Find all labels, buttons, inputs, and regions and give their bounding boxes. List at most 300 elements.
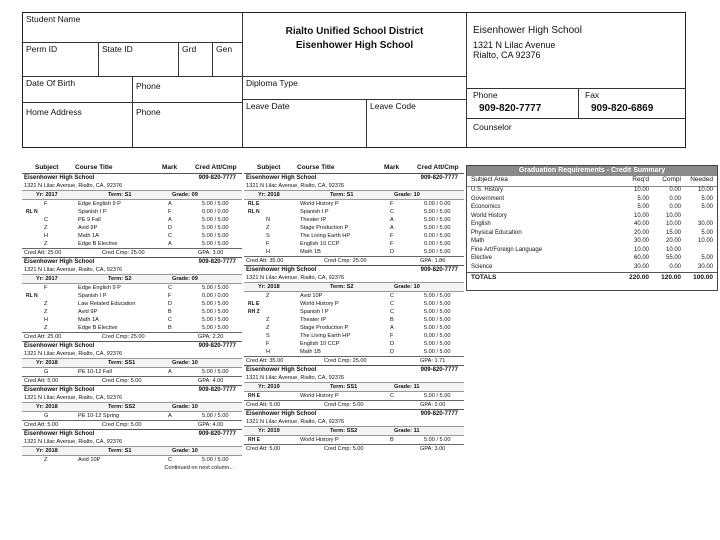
total-needed: 100.00 <box>693 274 713 281</box>
term-gpa: GPA: 4.00 <box>198 378 224 384</box>
fax-title: Fax <box>585 90 600 100</box>
course-mark: F <box>390 333 394 339</box>
course-flag: RH E <box>248 393 260 399</box>
req-required: 30.00 <box>633 238 649 244</box>
col-subject: Subject <box>35 164 59 171</box>
req-subject-area: Fine Art/Foreign Language <box>471 246 543 253</box>
course-title: Theater IP <box>300 317 327 323</box>
course-credits: 5.00 / 5.00 <box>202 413 229 419</box>
course-title: Edge B Elective <box>78 241 118 247</box>
course-subject: F <box>266 341 270 347</box>
school-phone: 909-820-7777 <box>198 343 236 349</box>
course-credits: 5.00 / 5.00 <box>202 217 229 223</box>
term-gpa: GPA: 4.00 <box>198 422 224 428</box>
term-name: Term: SS1 <box>108 360 136 366</box>
course-mark: F <box>168 293 172 299</box>
course-credits: 5.00 / 5.00 <box>202 317 229 323</box>
course-credits: 5.00 / 5.00 <box>424 225 451 231</box>
term-gpa: GPA: 1.86 <box>420 258 446 264</box>
term-line <box>22 358 242 368</box>
course-subject: H <box>44 233 49 239</box>
term-credit-summary <box>22 248 242 257</box>
term-year: Yr: 2018 <box>36 448 58 454</box>
phone-title: Phone <box>473 90 498 100</box>
req-completed: 10.00 <box>665 212 681 219</box>
left-transcript-column <box>22 173 242 472</box>
course-mark: C <box>390 309 395 315</box>
req-completed: 0.00 <box>669 263 681 270</box>
req-subject-area: Elective <box>471 255 493 261</box>
course-mark: A <box>168 201 172 207</box>
course-credits: 5.00 / 5.00 <box>202 225 229 231</box>
req-col-reqd: Req'd <box>632 176 649 183</box>
course-flag: RL N <box>248 209 260 215</box>
course-title: Edge English 9 P <box>78 201 121 207</box>
course-row <box>22 300 242 308</box>
school-phone: 909-820-7777 <box>198 431 236 437</box>
course-title: World History P <box>300 437 339 443</box>
school-address: 1321 N Lilac Avenue, Rialto, CA, 92376 <box>246 183 345 189</box>
phone-value: 909-820-7777 <box>479 103 542 114</box>
credits-attempted: Cred Att: 5.00 <box>246 446 281 452</box>
fax-value: 909-820-6869 <box>591 103 654 114</box>
course-credits: 5.00 / 5.00 <box>424 393 451 399</box>
course-subject: C <box>44 217 49 223</box>
term-grade: Grade: 10 <box>394 284 420 290</box>
term-grade: Grade: 10 <box>172 360 198 366</box>
student-name-label: Student Name <box>26 14 81 24</box>
requirement-row <box>467 204 717 213</box>
term-credit-summary <box>22 376 242 385</box>
requirement-row <box>467 238 717 247</box>
requirement-row <box>467 255 717 264</box>
course-title: English 10 CCP <box>300 341 340 347</box>
course-subject: H <box>266 249 271 255</box>
phone2-cell <box>133 103 243 147</box>
course-subject: Z <box>44 325 48 331</box>
school-phone: 909-820-7777 <box>420 367 458 373</box>
course-row <box>244 300 464 308</box>
course-row <box>244 208 464 216</box>
req-subject-area: Math <box>471 238 485 244</box>
course-credits: 5.00 / 5.00 <box>424 301 451 307</box>
course-title: Math 1A <box>78 317 99 323</box>
course-credits: 5.00 / 5.00 <box>202 301 229 307</box>
course-subject: Z <box>266 225 270 231</box>
term-gpa: GPA: 3.00 <box>198 250 224 256</box>
course-title: Stage Production P <box>300 225 349 231</box>
school-address: 1321 N Lilac Avenue, Rialto, CA, 92376 <box>24 351 123 357</box>
course-row <box>244 348 464 356</box>
credits-completed: Cred Cmp: 25.00 <box>324 258 367 264</box>
term-year: Yr: 2017 <box>36 276 58 282</box>
fax-info-cell <box>579 89 685 119</box>
term-year: Yr: 2018 <box>36 360 58 366</box>
req-subject-area: English <box>471 221 491 227</box>
course-title: World History P <box>300 301 339 307</box>
course-mark: B <box>390 437 394 443</box>
req-needed: 10.00 <box>697 187 713 193</box>
grd-cell <box>179 43 213 77</box>
course-subject: Z <box>266 317 270 323</box>
term-grade: Grade: 10 <box>394 192 420 198</box>
course-credits: 5.00 / 5.00 <box>424 209 451 215</box>
course-row <box>244 332 464 340</box>
term-credit-summary <box>22 420 242 429</box>
course-row <box>22 316 242 324</box>
student-name-cell <box>23 13 243 43</box>
course-credits: 5.00 / 5.00 <box>424 317 451 323</box>
student-info-header <box>22 12 686 148</box>
course-title: Edge B Elective <box>78 325 118 331</box>
school-line <box>244 265 464 274</box>
perm-id-cell <box>23 43 99 77</box>
col-course-title: Course Title <box>297 164 335 171</box>
course-title: World History P <box>300 393 339 399</box>
course-row <box>22 200 242 208</box>
course-credits: 5.00 / 5.00 <box>424 217 451 223</box>
course-row <box>22 412 242 420</box>
credits-completed: Cred Cmp: 25.00 <box>102 250 145 256</box>
school-name: Eisenhower High School <box>246 175 317 181</box>
school-phone: 909-820-7777 <box>420 411 458 417</box>
course-credits: 0.00 / 5.00 <box>424 241 451 247</box>
school-address: 1321 N Lilac Avenue, Rialto, CA, 92376 <box>24 267 123 273</box>
term-year: Yr: 2018 <box>36 404 58 410</box>
course-row <box>244 316 464 324</box>
course-row <box>244 392 464 400</box>
req-completed: 20.00 <box>665 238 681 244</box>
school-name: Eisenhower High School <box>246 411 317 417</box>
course-credits: 5.00 / 5.00 <box>424 437 451 443</box>
course-subject: N <box>266 217 271 223</box>
course-title: Avid 10P <box>78 457 101 463</box>
term-line <box>22 402 242 412</box>
leave-date-label: Leave Date <box>246 101 290 111</box>
course-title: Avid 10P <box>300 293 323 299</box>
req-needed: 5.00 <box>701 229 713 236</box>
course-mark: D <box>390 249 395 255</box>
course-mark: C <box>168 285 173 291</box>
course-subject: H <box>266 349 271 355</box>
school-name: Eisenhower High School <box>24 431 95 437</box>
course-title: English 10 CCP <box>300 241 340 247</box>
term-year: Yr: 2019 <box>258 384 280 390</box>
requirement-row <box>467 196 717 205</box>
course-subject: Z <box>44 457 48 463</box>
school-address: 1321 N Lilac Avenue, Rialto, CA, 92376 <box>24 395 123 401</box>
req-subject-area: U.S. History <box>471 187 504 193</box>
course-mark: C <box>168 457 173 463</box>
school-name: Eisenhower High School <box>295 40 414 51</box>
term-gpa: GPA: 3.00 <box>420 446 446 452</box>
term-name: Term: SS2 <box>108 404 136 410</box>
term-year: Yr: 2018 <box>258 192 280 198</box>
school-phone: 909-820-7777 <box>198 387 236 393</box>
course-subject: G <box>44 413 49 419</box>
course-title: PE 9 Fall <box>78 217 101 223</box>
credits-attempted: Cred Att: 5.00 <box>246 402 281 408</box>
term-block <box>22 341 242 385</box>
school-phone: 909-820-7777 <box>198 175 236 181</box>
course-row <box>244 308 464 316</box>
course-mark: A <box>168 369 172 375</box>
phone-label: Phone <box>136 81 161 91</box>
course-subject: Z <box>266 325 270 331</box>
course-row <box>22 456 242 464</box>
course-subject: Z <box>44 309 48 315</box>
course-title: Math 1A <box>78 233 99 239</box>
req-needed: 5.00 <box>701 255 713 261</box>
course-row <box>22 308 242 316</box>
credits-completed: Cred Cmp: 5.00 <box>102 378 142 384</box>
term-name: Term: SS2 <box>330 428 358 434</box>
course-row <box>244 200 464 208</box>
course-title: World History P <box>300 201 339 207</box>
perm-id-label: Perm ID <box>26 44 58 54</box>
school-address: 1321 N Lilac Avenue, Rialto, CA, 92376 <box>246 275 345 281</box>
course-row <box>22 240 242 248</box>
term-block <box>22 173 242 257</box>
school-name: Eisenhower High School <box>246 367 317 373</box>
credits-completed: Cred Cmp: 5.00 <box>102 422 142 428</box>
course-row <box>22 292 242 300</box>
course-title: The Living Earth HP <box>300 333 351 339</box>
course-title: Stage Production P <box>300 325 349 331</box>
school-info-cell <box>467 13 685 89</box>
course-credits: 5.00 / 5.00 <box>202 285 229 291</box>
gen-label: Gen <box>216 44 233 54</box>
course-title: Avid 9P <box>78 225 98 231</box>
req-col-needed: Needed <box>690 176 713 183</box>
term-line <box>22 190 242 200</box>
course-mark: F <box>390 201 394 207</box>
requirement-row <box>467 213 717 222</box>
course-flag: RL E <box>248 301 260 307</box>
course-credits: 5.00 / 5.00 <box>424 293 451 299</box>
phone-info-cell <box>467 89 579 119</box>
term-line <box>244 426 464 436</box>
requirement-row <box>467 264 717 273</box>
term-gpa: GPA: 1.71 <box>420 358 446 364</box>
course-row <box>244 232 464 240</box>
school-line <box>22 257 242 266</box>
course-row <box>22 324 242 332</box>
course-title: Law Related Education <box>78 301 136 307</box>
requirement-row <box>467 230 717 239</box>
req-needed: 30.00 <box>697 221 713 227</box>
term-block <box>244 365 464 409</box>
course-credits: 0.00 / 5.00 <box>424 233 451 239</box>
req-completed: 10.00 <box>665 221 681 227</box>
state-id-label: State ID <box>102 44 133 54</box>
dob-cell <box>23 77 133 103</box>
credits-attempted: Cred Att: 5.00 <box>24 378 59 384</box>
course-row <box>244 248 464 256</box>
course-credits: 5.00 / 5.00 <box>202 457 229 463</box>
course-mark: D <box>390 349 395 355</box>
course-mark: A <box>390 325 394 331</box>
term-credit-summary <box>244 444 464 453</box>
school-line <box>244 365 464 374</box>
school-address: 1321 N Lilac Avenue, Rialto, CA, 92376 <box>24 183 123 189</box>
course-subject: F <box>266 241 270 247</box>
term-year: Yr: 2018 <box>258 284 280 290</box>
req-required: 40.00 <box>633 221 649 227</box>
req-completed: 55.00 <box>665 255 681 261</box>
term-grade: Grade: 09 <box>172 276 198 282</box>
course-credits: 5.00 / 5.00 <box>202 201 229 207</box>
course-credits: 5.00 / 5.00 <box>202 233 229 239</box>
totals-label: TOTALS <box>471 274 497 281</box>
course-mark: A <box>390 217 394 223</box>
req-col-subject: Subject Area <box>471 176 508 183</box>
state-id-cell <box>99 43 179 77</box>
course-credits: 0.00 / 0.00 <box>202 293 229 299</box>
course-mark: B <box>168 325 172 331</box>
term-block <box>22 257 242 341</box>
course-title: Edge English 9 P <box>78 285 121 291</box>
leave-code-cell <box>367 100 467 147</box>
course-row <box>244 340 464 348</box>
leave-code-label: Leave Code <box>370 101 416 111</box>
course-mark: B <box>390 317 394 323</box>
requirements-rows <box>467 187 717 272</box>
district-name: Rialto Unified School District <box>285 26 424 37</box>
term-grade: Grade: 11 <box>394 384 420 390</box>
course-subject: S <box>266 233 270 239</box>
course-mark: B <box>168 309 172 315</box>
gen-cell <box>213 43 243 77</box>
req-completed: 0.00 <box>669 204 681 210</box>
course-row <box>244 324 464 332</box>
course-row <box>244 240 464 248</box>
course-credits: 0.00 / 0.00 <box>202 209 229 215</box>
credits-completed: Cred Cmp: 25.00 <box>324 358 367 364</box>
phone2-label: Phone <box>136 107 161 117</box>
course-title: Theater IP <box>300 217 327 223</box>
term-line <box>22 446 242 456</box>
course-credits: 5.00 / 5.00 <box>202 241 229 247</box>
term-grade: Grade: 10 <box>172 448 198 454</box>
req-needed: 30.00 <box>697 263 713 270</box>
course-flag: RL E <box>248 201 260 207</box>
course-row <box>244 436 464 444</box>
requirement-row <box>467 221 717 230</box>
req-required: 60.00 <box>633 255 649 261</box>
school-name: Eisenhower High School <box>246 267 317 273</box>
term-block <box>22 385 242 429</box>
req-col-compl: Compl <box>662 176 681 183</box>
school-address: 1321 N Lilac Avenue, Rialto, CA, 92376 <box>246 419 345 425</box>
school-name: Eisenhower High School <box>24 259 95 265</box>
requirements-title: Graduation Requirements - Credit Summary <box>467 166 717 176</box>
term-line <box>244 382 464 392</box>
term-grade: Grade: 09 <box>172 192 198 198</box>
term-name: Term: S1 <box>108 448 132 454</box>
col-subject: Subject <box>257 164 281 171</box>
col-mark: Mark <box>162 164 178 171</box>
district-cell <box>243 13 467 77</box>
course-mark: A <box>168 217 172 223</box>
req-required: 10.00 <box>633 246 649 253</box>
term-name: Term: S2 <box>108 276 132 282</box>
credits-attempted: Cred Att: 35.00 <box>246 358 284 364</box>
req-subject-area: Economics <box>471 204 501 210</box>
course-title: The Living Earth HP <box>300 233 351 239</box>
col-course-title: Course Title <box>75 164 113 171</box>
course-title: Spanish I P <box>300 209 329 215</box>
course-mark: A <box>168 241 172 247</box>
course-title: Math 1B <box>300 249 321 255</box>
grd-label: Grd <box>182 44 197 54</box>
course-mark: C <box>390 301 395 307</box>
req-required: 30.00 <box>633 263 649 270</box>
credits-attempted: Cred Att: 25.00 <box>24 250 62 256</box>
course-credits: 5.00 / 5.00 <box>424 325 451 331</box>
course-mark: C <box>390 209 395 215</box>
req-subject-area: World History <box>471 212 507 219</box>
term-line <box>22 274 242 284</box>
course-mark: C <box>390 293 395 299</box>
term-name: Term: S2 <box>330 284 354 290</box>
course-mark: D <box>168 301 173 307</box>
school-line <box>22 429 242 438</box>
school-phone: 909-820-7777 <box>420 175 458 181</box>
course-title: Avid 9P <box>78 309 98 315</box>
course-mark: A <box>168 413 172 419</box>
continued-note: Continued on next column... <box>164 465 234 471</box>
term-name: Term: S1 <box>330 192 354 198</box>
term-grade: Grade: 11 <box>394 428 420 434</box>
term-name: Term: S1 <box>108 192 132 198</box>
course-subject: H <box>44 317 49 323</box>
term-line <box>244 282 464 292</box>
course-title: Math 1B <box>300 349 321 355</box>
course-mark: F <box>390 241 394 247</box>
school-line <box>22 173 242 182</box>
course-row <box>244 224 464 232</box>
course-mark: D <box>168 225 173 231</box>
term-credit-summary <box>22 332 242 341</box>
course-mark: C <box>168 233 173 239</box>
course-row <box>22 232 242 240</box>
term-gpa: GPA: 2.20 <box>198 334 224 340</box>
credits-completed: Cred Cmp: 5.00 <box>324 446 364 452</box>
mid-transcript-column <box>244 173 464 453</box>
req-needed: 10.00 <box>697 238 713 244</box>
course-flag: RH E <box>248 437 260 443</box>
col-cred: Cred Att/Cmp <box>417 164 459 171</box>
course-row <box>22 224 242 232</box>
req-subject-area: Science <box>471 263 493 270</box>
course-title: PE 10-12 Fall <box>78 369 112 375</box>
course-title: PE 10-12 Spring <box>78 413 120 419</box>
course-flag: RH Z <box>248 309 260 315</box>
school-address: 1321 N Lilac Avenue, Rialto, CA, 92376 <box>24 439 123 445</box>
course-credits: 0.00 / 5.00 <box>424 333 451 339</box>
term-year: Yr: 2017 <box>36 192 58 198</box>
course-title: Spanish I P <box>78 209 107 215</box>
school-phone: 909-820-7777 <box>420 267 458 273</box>
req-subject-area: Physical Education <box>471 229 522 236</box>
home-address-label: Home Address <box>26 107 82 117</box>
course-mark: C <box>168 317 173 323</box>
course-subject: Z <box>266 293 270 299</box>
school-line <box>244 173 464 182</box>
term-block <box>244 265 464 365</box>
req-required: 5.00 <box>637 204 649 210</box>
